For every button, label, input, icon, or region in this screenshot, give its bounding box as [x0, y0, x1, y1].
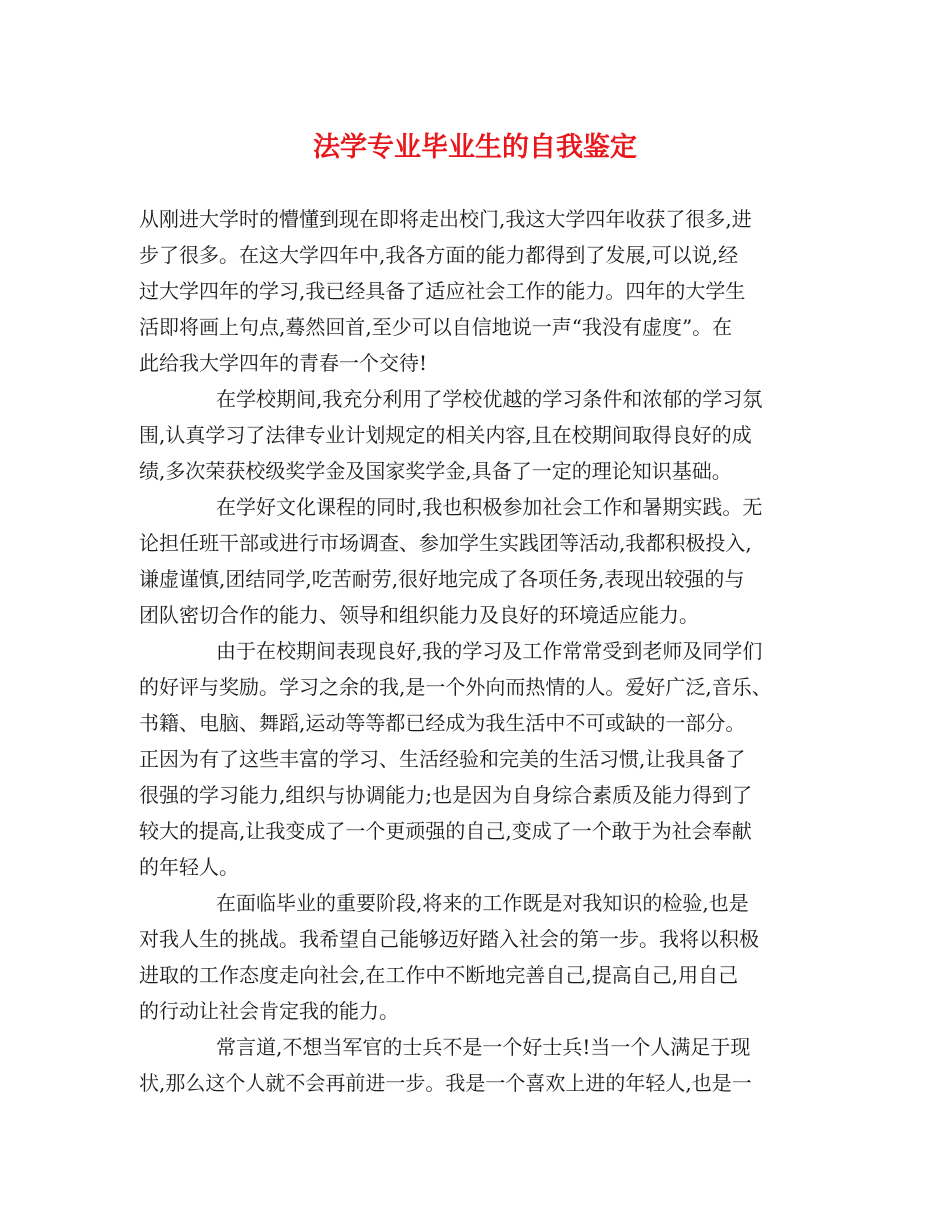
paragraph-line: 的年轻人。 — [139, 855, 239, 879]
paragraph-line: 进取的工作态度走向社会,在工作中不断地完善自己,提高自己,用自己 — [139, 963, 739, 987]
paragraph-first-line: 在学校期间,我充分利用了学校优越的学习条件和浓郁的学习氛 — [216, 387, 763, 411]
paragraph-line: 的好评与奖励。学习之余的我,是一个外向而热情的人。爱好广泛,音乐、 — [139, 675, 772, 699]
paragraph-line: 此给我大学四年的青春一个交待! — [139, 351, 428, 375]
paragraph-line: 从刚进大学时的懵懂到现在即将走出校门,我这大学四年收获了很多,进 — [139, 207, 752, 231]
paragraph-line: 论担任班干部或进行市场调查、参加学生实践团等活动,我都积极投入, — [139, 531, 752, 555]
document-body — [139, 201, 815, 1101]
paragraph-line: 对我人生的挑战。我希望自己能够迈好踏入社会的第一步。我将以积极 — [139, 927, 759, 951]
paragraph-line: 步了很多。在这大学四年中,我各方面的能力都得到了发展,可以说,经 — [139, 243, 739, 267]
paragraph-line: 状,那么这个人就不会再前进一步。我是一个喜欢上进的年轻人,也是一 — [139, 1071, 752, 1095]
paragraph-first-line: 常言道,不想当军官的士兵不是一个好士兵!当一个人满足于现 — [216, 1035, 751, 1059]
paragraph-line: 书籍、电脑、舞蹈,运动等等都已经成为我生活中不可或缺的一部分。 — [139, 711, 746, 735]
paragraph-first-line: 在面临毕业的重要阶段,将来的工作既是对我知识的检验,也是 — [216, 891, 749, 915]
document-title: 法学专业毕业生的自我鉴定 — [313, 132, 637, 163]
paragraph-line: 围,认真学习了法律专业计划规定的相关内容,且在校期间取得良好的成 — [139, 423, 752, 447]
paragraph-line: 很强的学习能力,组织与协调能力;也是因为自身综合素质及能力得到了 — [139, 783, 753, 807]
paragraph-line: 过大学四年的学习,我已经具备了适应社会工作的能力。四年的大学生 — [139, 279, 746, 303]
paragraph-line: 较大的提高,让我变成了一个更顽强的自己,变成了一个敢于为社会奉献 — [139, 819, 752, 843]
paragraph-line: 谦虚谨慎,团结同学,吃苦耐劳,很好地完成了各项任务,表现出较强的与 — [139, 567, 745, 591]
paragraph-line: 绩,多次荣获校级奖学金及国家奖学金,具备了一定的理论知识基础。 — [139, 459, 732, 483]
paragraph-first-line: 由于在校期间表现良好,我的学习及工作常常受到老师及同学们 — [216, 639, 763, 663]
paragraph-first-line: 在学好文化课程的同时,我也积极参加社会工作和暑期实践。无 — [216, 495, 763, 519]
paragraph-line: 正因为有了这些丰富的学习、生活经验和完美的生活习惯,让我具备了 — [139, 747, 746, 771]
paragraph-line: 活即将画上句点,蓦然回首,至少可以自信地说一声“我没有虚度”。在 — [139, 315, 733, 339]
paragraph-line: 团队密切合作的能力、领导和组织能力及良好的环境适应能力。 — [139, 603, 699, 627]
paragraph-line: 的行动让社会肯定我的能力。 — [139, 999, 399, 1023]
